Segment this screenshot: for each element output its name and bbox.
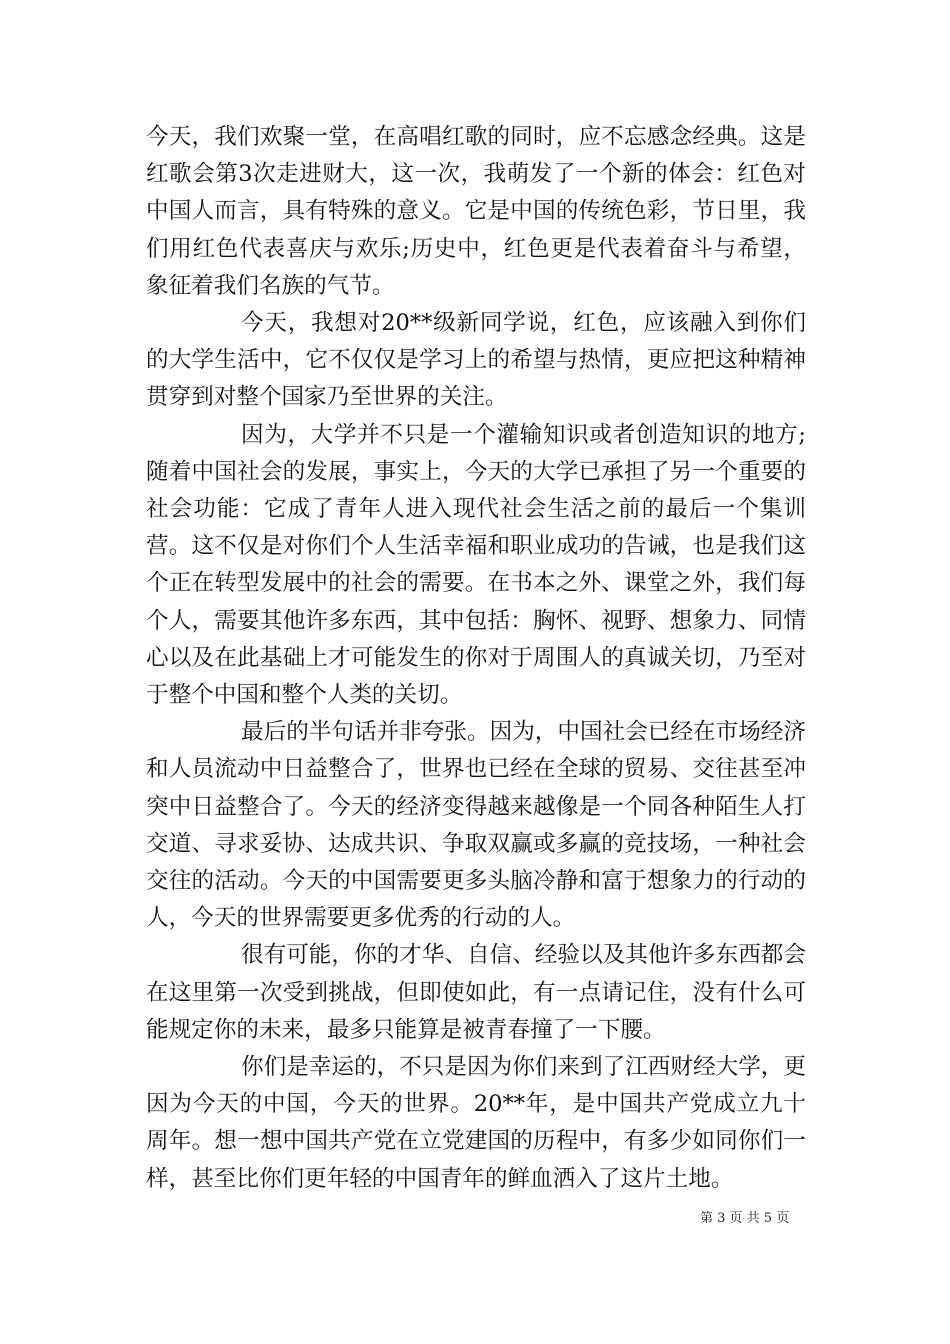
paragraph-3: 因为，大学并不只是一个灌输知识或者创造知识的地方;随着中国社会的发展，事实上，今天的大学已承担了另一个重要的社会功能：它成了青年人进入现代社会生活之前的最后一个集训营。这不仅是对你们个人生活幸福和职业成功的告诫，也是我们这个正在转型发展中的社会的需要。在书本之外、课堂之外，我们每个人，需要其他许多东西，其中包括：胸怀、视野、想象力、同情心以及在此基础上才可能发生的你对于周围人的真诚关切，乃至对于整个中国和整个人类的关切。 <box>146 421 806 709</box>
paragraph-1: 今天，我们欢聚一堂，在高唱红歌的同时，应不忘感念经典。这是红歌会第3次走进财大，这一次，我萌发了一个新的体会：红色对中国人而言，具有特殊的意义。它是中国的传统色彩，节日里，我们用红色代表喜庆与欢乐;历史中，红色更是代表着奋斗与希望，象征着我们名族的气节。 <box>146 124 806 299</box>
body-text <box>146 119 806 1198</box>
page-number-footer: 第 3 页 共 5 页 <box>700 1211 790 1226</box>
paragraph-5: 很有可能，你的才华、自信、经验以及其他许多东西都会在这里第一次受到挑战，但即使如此，有一点请记住，没有什么可能规定你的未来，最多只能算是被青春撞了一下腰。 <box>146 942 806 1043</box>
paragraph-6: 你们是幸运的，不只是因为你们来到了江西财经大学，更因为今天的中国，今天的世界。20**年，是中国共产党成立九十周年。想一想中国共产党在立党建国的历程中，有多少如同你们一样，甚至比你们更年轻的中国青年的鲜血洒入了这片土地。 <box>146 1054 806 1192</box>
paragraph-4: 最后的半句话并非夸张。因为，中国社会已经在市场经济和人员流动中日益整合了，世界也已经在全球的贸易、交往甚至冲突中日益整合了。今天的经济变得越来越像是一个同各种陌生人打交道、寻求妥协、达成共识、争取双赢或多赢的竞技场，一种社会交往的活动。今天的中国需要更多头脑冷静和富于想象力的行动的人，今天的世界需要更多优秀的行动的人。 <box>146 719 806 932</box>
paragraph-2: 今天，我想对20**级新同学说，红色，应该融入到你们的大学生活中，它不仅仅是学习上的希望与热情，更应把这种精神贯穿到对整个国家乃至世界的关注。 <box>146 310 806 411</box>
